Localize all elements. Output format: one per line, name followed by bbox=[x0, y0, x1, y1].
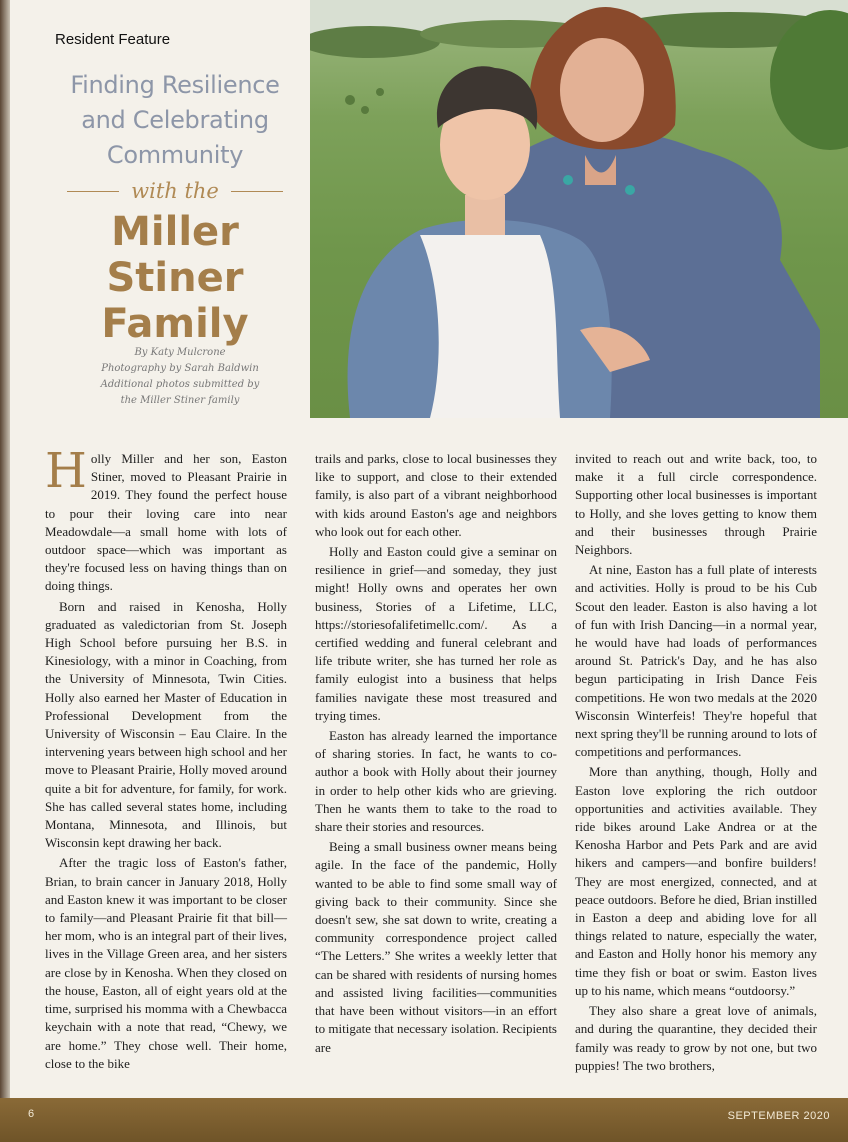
article-column-3 bbox=[575, 450, 817, 1100]
family-name-line-1: Miller bbox=[111, 209, 239, 255]
title-line-2: and Celebrating bbox=[81, 106, 269, 134]
family-name-line-2: Stiner bbox=[106, 255, 244, 301]
paragraph: Being a small business owner means being agile. In the face of the pandemic, Holly wanted to be able to find some small way of giving back to their community. Since she doesn't sew, she sat down to write, creating a community correspondence project called “The Letters.” She writes a weekly letter that can be shared with residents of nursing homes and assisted living facilities—communities that have been without visitors—in an effort to mitigate that necessary isolation. Recipients are bbox=[315, 839, 557, 1055]
title-line-3: Community bbox=[106, 141, 244, 169]
article-column-2 bbox=[315, 450, 557, 1100]
article-body bbox=[45, 443, 827, 1100]
decorative-rule-right bbox=[231, 191, 283, 192]
paragraph: They also share a great love of animals, and during the quarantine, they decided their family was ready to grow by not one, but two puppies! The two brothers, bbox=[575, 1003, 817, 1073]
paragraph: invited to reach out and write back, too, to make it a full circle correspondence. Supporting other local businesses is important to Holly, and she loves getting to know them and their businesses through Prairie Neighbors. bbox=[575, 451, 817, 558]
paragraph: Born and raised in Kenosha, Holly graduated as valedictorian from St. Joseph High School before pursuing her B.S. in Kinesiology, with a minor in Coaching, from the University of Minnesota, Twin Cities. Holly also earned her Master of Education in Professional Development from the University of Wisconsin – Eau Claire. In the intervening years between high school and her move to Pleasant Prairie, Holly moved around quite a bit for adventure, for family, for work. She has called several states home, including Montana, Minnesota, and Illinois, but Wisconsin kept drawing her back. bbox=[45, 598, 287, 851]
paragraph: At nine, Easton has a full plate of interests and activities. Holly is proud to be his Cub Scout den leader. Easton is also having a lot of fun with Irish Dancing—in a normal year, he would have had loads of performances around St. Patrick's Day, and he has also begun participating in Irish Dance Feis competitions. He won two medals at the 2020 Wisconsin Winterfeis! They're hopeful that next spring they'll be running around to lots of competitions and performances. bbox=[575, 562, 817, 760]
photography-credit: Photography by Sarah Baldwin bbox=[101, 363, 259, 374]
paragraph-text: olly Miller and her son, Easton Stiner, moved to Pleasant Prairie in 2019. They found the perfect house to pour their loving care into near Meadowdale—a small home with lots of outdoor space—which was important as they're focused less on having things than on doing things. bbox=[45, 451, 287, 594]
title-line-1: Finding Resilience bbox=[70, 71, 280, 99]
title-with-row bbox=[40, 179, 310, 203]
issue-date: SEPTEMBER 2020 bbox=[727, 1110, 830, 1122]
title-with: with the bbox=[131, 179, 219, 203]
drop-cap: H bbox=[45, 443, 87, 499]
byline: By Katy Mulcrone bbox=[134, 347, 226, 358]
paragraph: Easton has already learned the importance of sharing stories. In fact, he wants to co-author a book with Holly about their journey in order to help other kids who are grieving. Then he wants them to take to the road to share their stories and resources. bbox=[315, 728, 557, 835]
paragraph: trails and parks, close to local businesses they like to support, and close to their extended family, is also part of a vibrant neighborhood with kids around Easton's age and neighbors who look out for each other. bbox=[315, 451, 557, 539]
additional-photos-credit-1: Additional photos submitted by bbox=[100, 379, 260, 390]
section-label: Resident Feature bbox=[55, 31, 171, 48]
article-credits bbox=[70, 345, 290, 409]
family-photo bbox=[310, 0, 848, 418]
article-title bbox=[40, 68, 310, 347]
paragraph: More than anything, though, Holly and Easton love exploring the rich outdoor opportunities and activities available. They ride bikes around Lake Andrea or at the Kenosha Harbor and Pets Park and are avid hikers and campers—and bonfire builders! They are most energized, connected, and at peace outdoors. Before he died, Brian instilled in Easton a deep and abiding love for all things related to nature, especially the water, and Easton and Holly honor his memory any time they fish or boat or swim. Easton lives up to his name, which means “outdoorsy.” bbox=[575, 764, 817, 998]
page-gutter-shadow bbox=[0, 0, 10, 1142]
family-name-line-3: Family bbox=[101, 301, 249, 347]
page-number: 6 bbox=[28, 1108, 35, 1120]
decorative-rule-left bbox=[67, 191, 119, 192]
paragraph: Holly and Easton could give a seminar on resilience in grief—and someday, they just might! Holly owns and operates her own business, Stories of a Lifetime, LLC, https://storiesofalifetimellc.com/. As a certified wedding and funeral celebrant and life tribute writer, she has turned her role as family eulogist into a business that helps families navigate these most treasured and trying times. bbox=[315, 544, 557, 723]
paragraph bbox=[45, 443, 287, 596]
page-footer bbox=[0, 1098, 848, 1142]
article-column-1 bbox=[45, 443, 287, 1100]
additional-photos-credit-2: the Miller Stiner family bbox=[120, 395, 240, 406]
family-photo-illustration bbox=[310, 0, 848, 418]
paragraph: After the tragic loss of Easton's father, Brian, to brain cancer in January 2018, Holly and Easton knew it was important to be closer to family—and Pleasant Prairie fit that bill—her mom, who is an integral part of their lives, lives in the Village Green area, and her sisters are close by in Kenosha. When they closed on the house, Easton, all of eight years old at the time, surprised his momma with a Chewbacca keychain with a note that read, “Chewy, we are home.” They chose well. Their home, close to the bike bbox=[45, 855, 287, 1071]
